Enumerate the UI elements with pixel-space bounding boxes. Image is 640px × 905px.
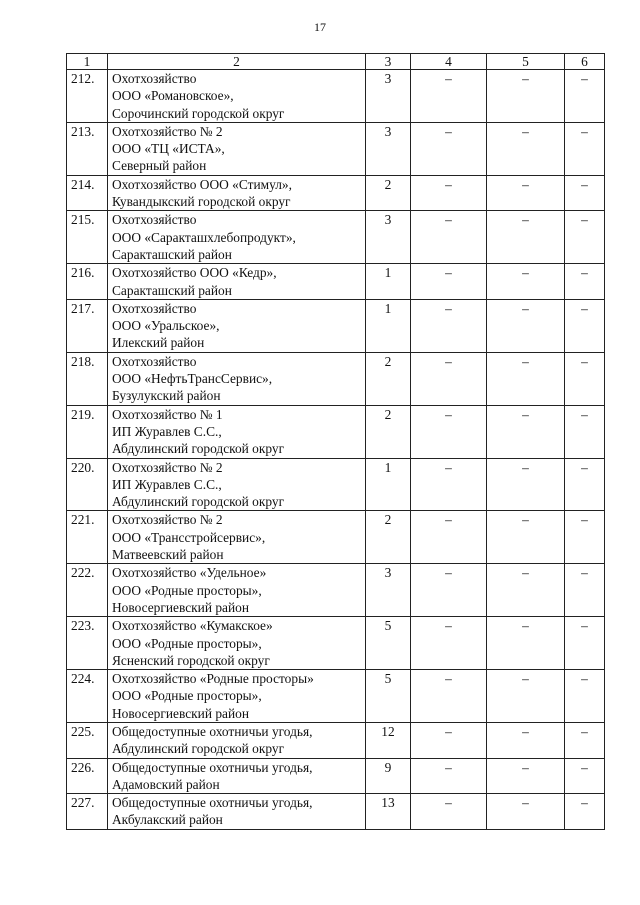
dash-cell: –	[487, 122, 565, 175]
name-line: ООО «Саракташхлебопродукт»,	[112, 229, 296, 245]
dash-cell: –	[487, 794, 565, 830]
name-line: Северный район	[112, 158, 207, 174]
dash-cell: –	[565, 405, 605, 458]
name-line: ООО «Родные просторы»,	[112, 688, 262, 704]
dash-cell: –	[565, 70, 605, 123]
hunting-ground-name	[108, 758, 366, 794]
table-row	[67, 722, 605, 758]
column-header: 1	[67, 54, 108, 70]
name-line: Охотхозяйство № 2	[112, 123, 223, 139]
dash-cell: –	[411, 458, 487, 511]
table-row	[67, 564, 605, 617]
dash-cell: –	[565, 211, 605, 264]
quantity-cell: 2	[366, 352, 411, 405]
hunting-ground-name	[108, 617, 366, 670]
row-number: 221.	[67, 511, 108, 564]
name-line: Абдулинский городской округ	[112, 741, 285, 757]
table-row	[67, 670, 605, 723]
table-body	[67, 70, 605, 830]
name-line: Общедоступные охотничьи угодья,	[112, 759, 313, 775]
dash-cell: –	[487, 758, 565, 794]
table-row	[67, 264, 605, 300]
dash-cell: –	[487, 175, 565, 211]
name-line: Охотхозяйство «Удельное»	[112, 565, 267, 581]
quantity-cell: 2	[366, 175, 411, 211]
dash-cell: –	[411, 794, 487, 830]
row-number: 213.	[67, 122, 108, 175]
row-number: 216.	[67, 264, 108, 300]
dash-cell: –	[565, 175, 605, 211]
quantity-cell: 5	[366, 617, 411, 670]
hunting-ground-name	[108, 458, 366, 511]
quantity-cell: 3	[366, 211, 411, 264]
hunting-ground-name	[108, 670, 366, 723]
name-line: ООО «ТЦ «ИСТА»,	[112, 141, 225, 157]
dash-cell: –	[411, 175, 487, 211]
quantity-cell: 9	[366, 758, 411, 794]
table-row	[67, 122, 605, 175]
column-header: 5	[487, 54, 565, 70]
quantity-cell: 1	[366, 299, 411, 352]
name-line: Охотхозяйство «Родные просторы»	[112, 671, 314, 687]
dash-cell: –	[411, 405, 487, 458]
row-number: 224.	[67, 670, 108, 723]
name-line: Общедоступные охотничьи угодья,	[112, 795, 313, 811]
hunting-ground-name	[108, 175, 366, 211]
hunting-ground-name	[108, 122, 366, 175]
row-number: 214.	[67, 175, 108, 211]
name-line: Абдулинский городской округ	[112, 441, 285, 457]
row-number: 220.	[67, 458, 108, 511]
name-line: ИП Журавлев С.С.,	[112, 423, 222, 439]
name-line: Охотхозяйство	[112, 71, 197, 86]
dash-cell: –	[411, 299, 487, 352]
column-header: 4	[411, 54, 487, 70]
hunting-ground-name	[108, 352, 366, 405]
name-line: Акбулакский район	[112, 812, 223, 828]
column-header: 6	[565, 54, 605, 70]
name-line: Охотхозяйство «Кумакское»	[112, 618, 273, 634]
name-line: ООО «Уральское»,	[112, 318, 220, 334]
name-line: Саракташский район	[112, 246, 232, 262]
hunting-ground-name	[108, 299, 366, 352]
table-row	[67, 458, 605, 511]
dash-cell: –	[487, 670, 565, 723]
name-line: Общедоступные охотничьи угодья,	[112, 723, 313, 739]
quantity-cell: 2	[366, 405, 411, 458]
table-row	[67, 352, 605, 405]
dash-cell: –	[487, 617, 565, 670]
quantity-cell: 3	[366, 122, 411, 175]
name-line: Охотхозяйство	[112, 353, 197, 369]
name-line: Охотхозяйство № 2	[112, 512, 223, 528]
dash-cell: –	[487, 405, 565, 458]
quantity-cell: 3	[366, 564, 411, 617]
dash-cell: –	[487, 564, 565, 617]
row-number: 212.	[67, 70, 108, 123]
name-line: ООО «Родные просторы»,	[112, 635, 262, 651]
table-row	[67, 299, 605, 352]
dash-cell: –	[565, 794, 605, 830]
hunting-ground-name	[108, 405, 366, 458]
dash-cell: –	[487, 70, 565, 123]
hunting-ground-name	[108, 264, 366, 300]
name-line: Охотхозяйство № 2	[112, 459, 223, 475]
dash-cell: –	[565, 458, 605, 511]
row-number: 222.	[67, 564, 108, 617]
dash-cell: –	[487, 352, 565, 405]
column-header: 2	[108, 54, 366, 70]
row-number: 227.	[67, 794, 108, 830]
quantity-cell: 13	[366, 794, 411, 830]
row-number: 225.	[67, 722, 108, 758]
hunting-ground-name	[108, 794, 366, 830]
dash-cell: –	[565, 122, 605, 175]
table-row	[67, 511, 605, 564]
dash-cell: –	[487, 458, 565, 511]
dash-cell: –	[565, 617, 605, 670]
quantity-cell: 1	[366, 264, 411, 300]
hunting-ground-name	[108, 511, 366, 564]
dash-cell: –	[411, 122, 487, 175]
hunting-grounds-table	[66, 53, 605, 830]
name-line: Адамовский район	[112, 776, 220, 792]
hunting-ground-name	[108, 564, 366, 617]
dash-cell: –	[411, 670, 487, 723]
name-line: ООО «Романовское»,	[112, 88, 234, 104]
row-number: 219.	[67, 405, 108, 458]
name-line: ИП Журавлев С.С.,	[112, 476, 222, 492]
hunting-ground-name	[108, 211, 366, 264]
dash-cell: –	[411, 722, 487, 758]
dash-cell: –	[487, 211, 565, 264]
name-line: ООО «Родные просторы»,	[112, 582, 262, 598]
name-line: Саракташский район	[112, 282, 232, 298]
quantity-cell: 2	[366, 511, 411, 564]
row-number: 226.	[67, 758, 108, 794]
name-line: Охотхозяйство	[112, 300, 197, 316]
name-line: Охотхозяйство ООО «Кедр»,	[112, 265, 277, 281]
name-line: Охотхозяйство	[112, 212, 197, 228]
dash-cell: –	[487, 299, 565, 352]
name-line: Новосергиевский район	[112, 705, 250, 721]
name-line: Охотхозяйство ООО «Стимул»,	[112, 176, 292, 192]
name-line: ООО «НефтьТрансСервис»,	[112, 371, 273, 387]
row-number: 215.	[67, 211, 108, 264]
dash-cell: –	[487, 511, 565, 564]
row-number: 217.	[67, 299, 108, 352]
dash-cell: –	[565, 564, 605, 617]
name-line: Сорочинский городской округ	[112, 105, 285, 121]
name-line: Матвеевский район	[112, 547, 224, 563]
table-row	[67, 405, 605, 458]
dash-cell: –	[565, 722, 605, 758]
row-number: 218.	[67, 352, 108, 405]
column-header: 3	[366, 54, 411, 70]
dash-cell: –	[565, 758, 605, 794]
name-line: Абдулинский городской округ	[112, 494, 285, 510]
table-row	[67, 617, 605, 670]
dash-cell: –	[411, 617, 487, 670]
name-line: Бузулукский район	[112, 388, 221, 404]
dash-cell: –	[565, 670, 605, 723]
table-row	[67, 175, 605, 211]
page-number: 17	[314, 20, 326, 34]
dash-cell: –	[411, 70, 487, 123]
dash-cell: –	[565, 299, 605, 352]
name-line: Илекский район	[112, 335, 205, 351]
name-line: Охотхозяйство № 1	[112, 406, 223, 422]
quantity-cell: 12	[366, 722, 411, 758]
name-line: Новосергиевский район	[112, 599, 250, 615]
dash-cell: –	[565, 511, 605, 564]
dash-cell: –	[411, 758, 487, 794]
dash-cell: –	[411, 564, 487, 617]
dash-cell: –	[565, 352, 605, 405]
dash-cell: –	[565, 264, 605, 300]
name-line: ООО «Трансстройсервис»,	[112, 529, 266, 545]
table-row	[67, 70, 605, 123]
dash-cell: –	[411, 352, 487, 405]
row-number: 223.	[67, 617, 108, 670]
name-line: Ясненский городской округ	[112, 652, 270, 668]
hunting-ground-name	[108, 70, 366, 123]
quantity-cell: 5	[366, 670, 411, 723]
quantity-cell: 3	[366, 70, 411, 123]
name-line: Кувандыкский городской округ	[112, 194, 291, 210]
dash-cell: –	[487, 722, 565, 758]
dash-cell: –	[411, 211, 487, 264]
dash-cell: –	[411, 264, 487, 300]
hunting-ground-name	[108, 722, 366, 758]
quantity-cell: 1	[366, 458, 411, 511]
table-row	[67, 211, 605, 264]
column-number-row	[67, 54, 605, 70]
table-row	[67, 794, 605, 830]
table-row	[67, 758, 605, 794]
dash-cell: –	[487, 264, 565, 300]
dash-cell: –	[411, 511, 487, 564]
